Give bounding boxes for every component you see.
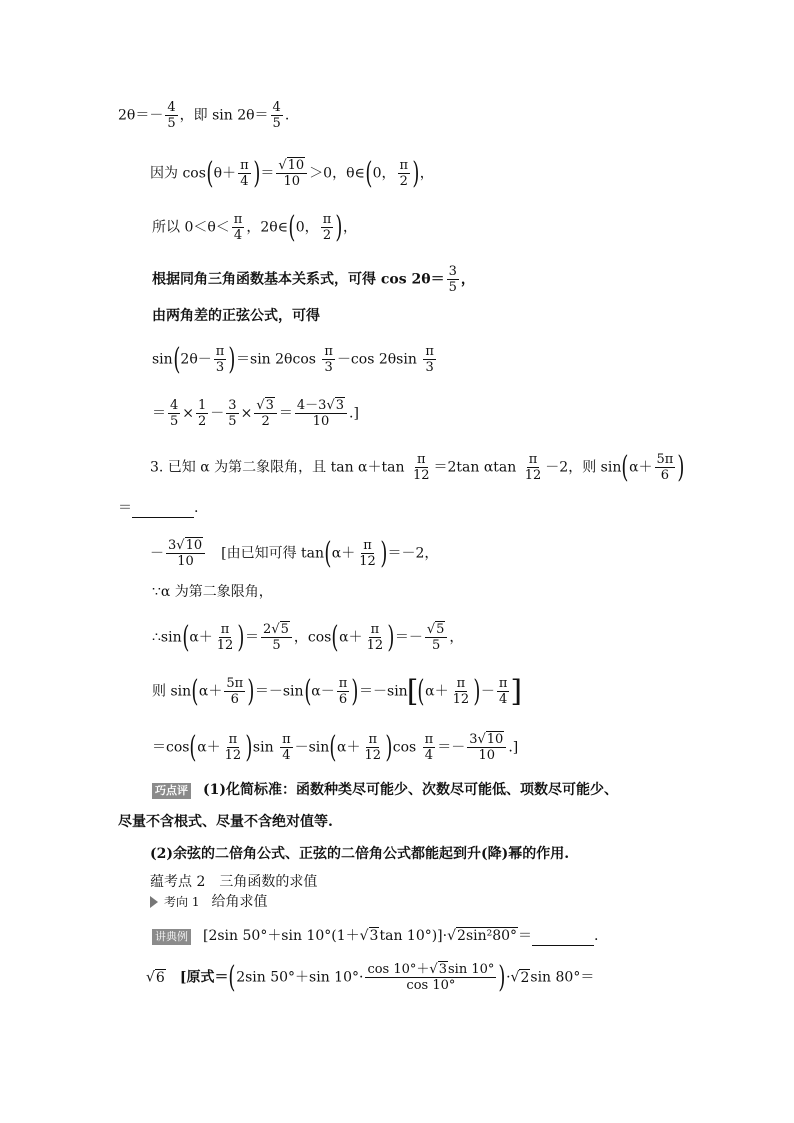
play-triangle-icon xyxy=(150,896,158,908)
review-tag: 巧点评 xyxy=(152,783,191,799)
section-heading: 蕴考点 2 三角函数的求值 xyxy=(150,874,318,890)
answer-3-intro: － $\frac{3√10}{10}$ [由已知可得 tan(α＋ $\frac{\pi}{12}$ )＝－2， xyxy=(150,535,439,571)
review-line-3: (2)余弦的二倍角公式、正弦的二倍角公式都能起到升(降)幂的作用. xyxy=(150,846,570,862)
line-sin-expansion: sin(2θ－ $\frac{\pi}{3}$ )＝sin 2θcos $\frac{\pi}{3}$ －cos 2θsin $\frac{\pi}{3}$ xyxy=(152,341,434,377)
subsection-heading: 考向 1 给角求值 xyxy=(150,892,267,912)
answer-blank[interactable] xyxy=(132,503,194,518)
frac-4-5: $\frac{4}{5}$ xyxy=(167,100,176,131)
example-tag: 讲典例 xyxy=(152,929,191,945)
review-line-2: 尽量不含根式、尽量不含绝对值等. xyxy=(118,814,333,830)
line-sin-cos-values: ∴sin(α＋ $\frac{\pi}{12}$ )＝ $\frac{2√5}{5}$ ，cos(α＋ $\frac{\pi}{12}$ )＝－ $\frac{√5}{5}$ ， xyxy=(152,619,464,655)
example-problem: 讲典例 [2sin 50°＋sin 10°(1＋√3tan 10°)]·√2sin²80°＝ . xyxy=(152,926,599,946)
line-cos-expansion: ＝cos(α＋ $\frac{\pi}{12}$ )sin $\frac{\pi}{4}$ －sin(α＋ $\frac{\pi}{12}$ )cos $\frac{\pi}{4}$ ＝－ $\frac{3√10}{10}$ .] xyxy=(152,729,519,765)
line-then-sin: 则 sin(α＋ $\frac{5\pi}{6}$ )＝－sin(α－ $\frac{\pi}{6}$ )＝－sin[(α＋ $\frac{\pi}{12}$ )－ $\frac{\pi}{4}$ ] xyxy=(152,673,523,709)
example-answer-blank[interactable] xyxy=(532,931,594,946)
line-so-theta: 所以 0＜θ＜ $\frac{\pi}{4}$ ，2θ∈(0， $\frac{\pi}{2}$ )， xyxy=(152,209,357,245)
line-2theta: 2θ＝－ $\frac{4}{5}$ ，即 sin 2θ＝ $\frac{4}{5}$ . xyxy=(118,100,290,131)
line-by-relation: 根据同角三角函数基本关系式，可得 cos 2θ＝ $\frac{3}{5}$ ， xyxy=(152,264,475,295)
review-line-1: 巧点评 (1)化简标准：函数种类尽可能少、次数尽可能低、项数尽可能少、 xyxy=(152,780,618,800)
line-by-diff-formula: 由两角差的正弦公式，可得 xyxy=(152,308,320,324)
question-3: 3. 已知 α 为第二象限角，且 tan α＋tan $\frac{\pi}{12}$ ＝2tan αtan $\frac{\pi}{12}$ －2，则 sin(α＋ $\frac{5\pi}{6}$ ) xyxy=(150,449,685,485)
question-3-blank: ＝ . xyxy=(118,500,199,516)
line-result-1: ＝ $\frac{4}{5}$ × $\frac{1}{2}$ － $\frac{3}{5}$ × $\frac{√3}{2}$ ＝ $\frac{4-3√3}{10}$ .] xyxy=(152,398,359,429)
line-second-quadrant: ∵α 为第二象限角， xyxy=(152,584,273,600)
frac-4-5b: $\frac{4}{5}$ xyxy=(272,100,281,131)
example-solution: √6 [原式＝(2sin 50°＋sin 10°· $\frac{\cos 10^\circ+√3\sin 10^\circ}{\cos 10^\circ}$ )·√2sin 80°＝ xyxy=(146,959,595,995)
line-because-cos: 因为 cos(θ＋ $\frac{\pi}{4}$ )＝ $\frac{√10}{10}$ ＞0，θ∈(0， $\frac{\pi}{2}$ )， xyxy=(150,155,434,191)
